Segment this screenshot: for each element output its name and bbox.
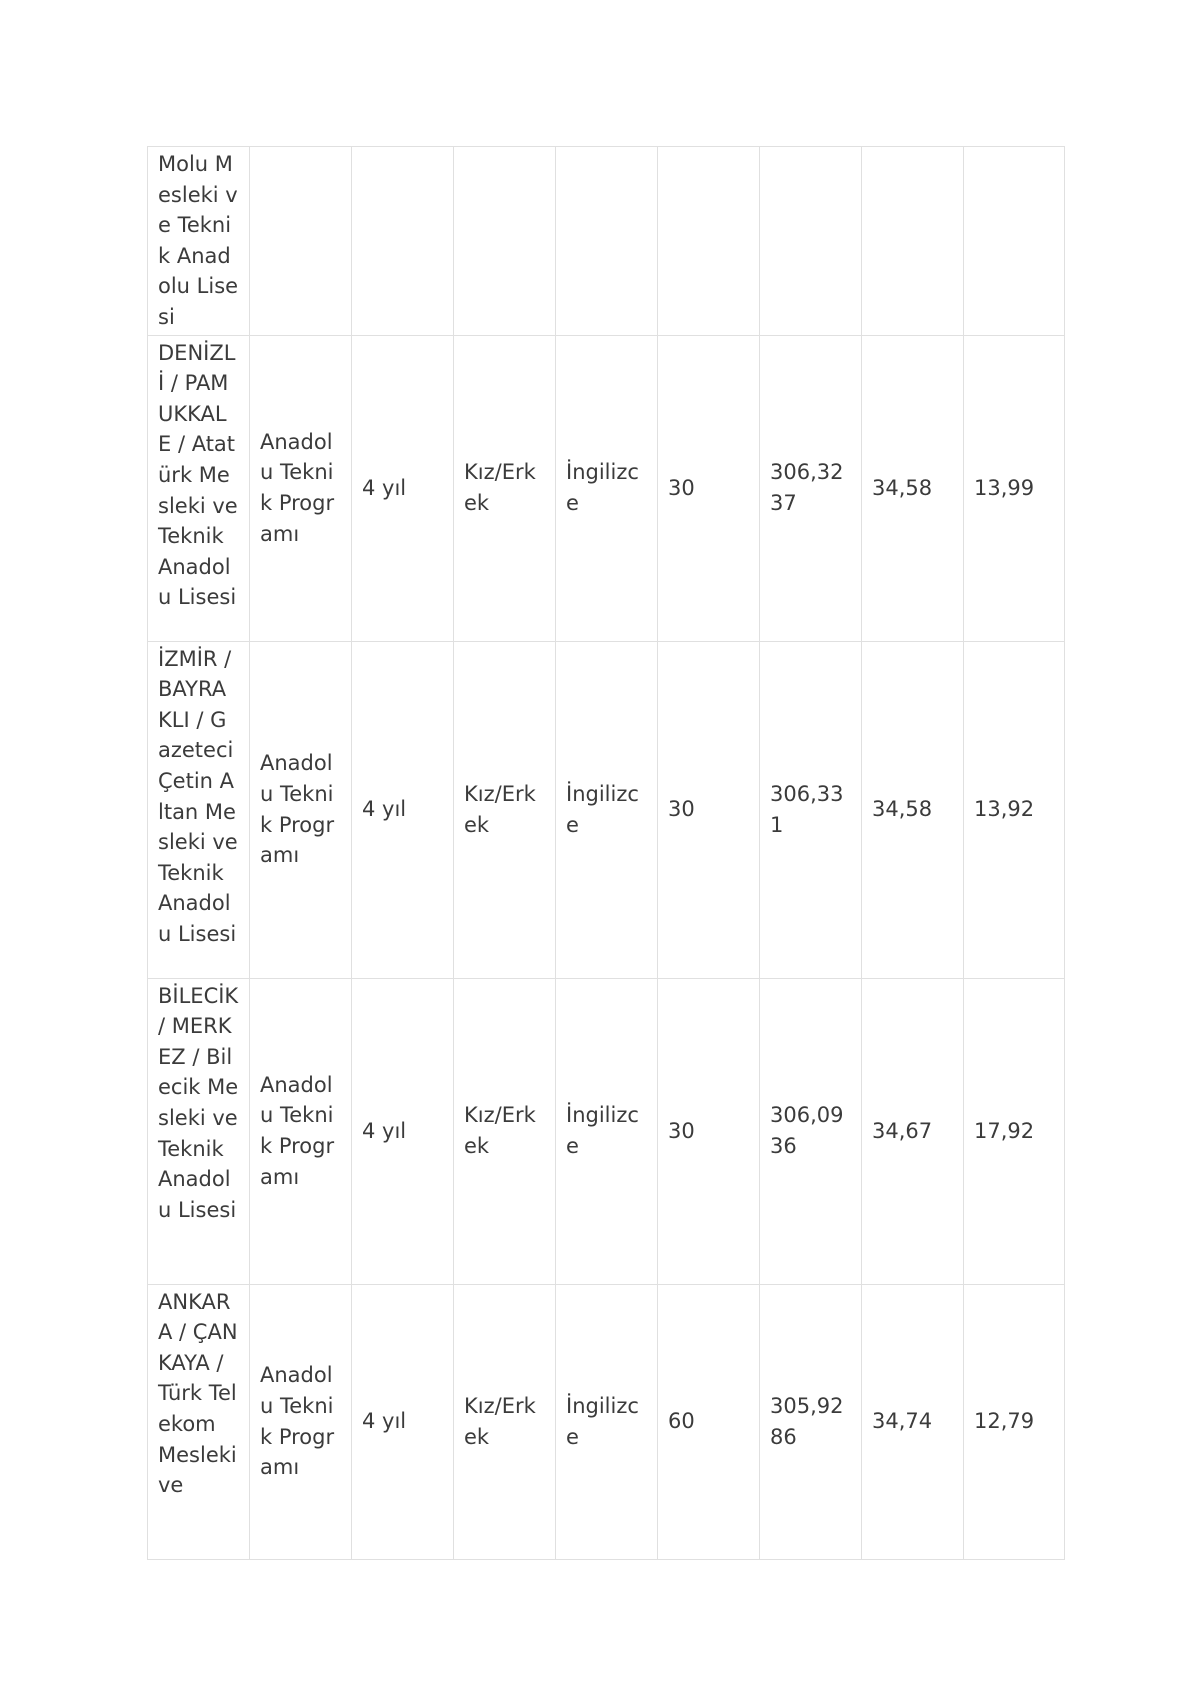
school-cell: DENİZLİ / PAMUKKALE / Atatürk Mesleki ve Teknik Anadolu Lisesi [148, 335, 250, 641]
program-cell [250, 147, 352, 336]
school-cell: ANKARA / ÇANKAYA / Türk Telekom Mesleki ve [148, 1284, 250, 1559]
percentile-cell: 13,92 [964, 641, 1065, 978]
duration-cell: 4 yıl [352, 1284, 454, 1559]
school-table [147, 146, 1065, 1560]
percentile-cell [862, 147, 964, 336]
score-cell: 306,3237 [760, 335, 862, 641]
gender-cell: Kız/Erkek [454, 335, 556, 641]
duration-cell: 4 yıl [352, 641, 454, 978]
language-cell [556, 147, 658, 336]
score-cell: 306,331 [760, 641, 862, 978]
percentile-cell: 34,58 [862, 641, 964, 978]
gender-cell [454, 147, 556, 336]
program-cell: Anadolu Teknik Programı [250, 335, 352, 641]
language-cell: İngilizce [556, 335, 658, 641]
score-cell [760, 147, 862, 336]
table-row [148, 641, 1065, 978]
table-body [148, 147, 1065, 1560]
program-cell: Anadolu Teknik Programı [250, 1284, 352, 1559]
gender-cell: Kız/Erkek [454, 1284, 556, 1559]
percentile-cell: 34,58 [862, 335, 964, 641]
language-cell: İngilizce [556, 1284, 658, 1559]
percentile-cell [964, 147, 1065, 336]
school-cell: Molu Mesleki ve Teknik Anadolu Lisesi [148, 147, 250, 336]
school-cell: İZMİR / BAYRAKLI / Gazeteci Çetin Altan Mesleki ve Teknik Anadolu Lisesi [148, 641, 250, 978]
score-cell: 306,0936 [760, 978, 862, 1284]
score-cell: 305,9286 [760, 1284, 862, 1559]
gender-cell: Kız/Erkek [454, 641, 556, 978]
gender-cell: Kız/Erkek [454, 978, 556, 1284]
duration-cell: 4 yıl [352, 978, 454, 1284]
duration-cell [352, 147, 454, 336]
quota-cell: 30 [658, 978, 760, 1284]
school-cell: BİLECİK / MERKEZ / Bilecik Mesleki ve Teknik Anadolu Lisesi [148, 978, 250, 1284]
percentile-cell: 34,74 [862, 1284, 964, 1559]
program-cell: Anadolu Teknik Programı [250, 978, 352, 1284]
percentile-cell: 17,92 [964, 978, 1065, 1284]
table-row [148, 335, 1065, 641]
language-cell: İngilizce [556, 641, 658, 978]
quota-cell [658, 147, 760, 336]
program-cell: Anadolu Teknik Programı [250, 641, 352, 978]
percentile-cell: 13,99 [964, 335, 1065, 641]
quota-cell: 30 [658, 335, 760, 641]
quota-cell: 60 [658, 1284, 760, 1559]
percentile-cell: 34,67 [862, 978, 964, 1284]
percentile-cell: 12,79 [964, 1284, 1065, 1559]
table-row [148, 1284, 1065, 1559]
duration-cell: 4 yıl [352, 335, 454, 641]
language-cell: İngilizce [556, 978, 658, 1284]
table-row [148, 147, 1065, 336]
table-row [148, 978, 1065, 1284]
quota-cell: 30 [658, 641, 760, 978]
